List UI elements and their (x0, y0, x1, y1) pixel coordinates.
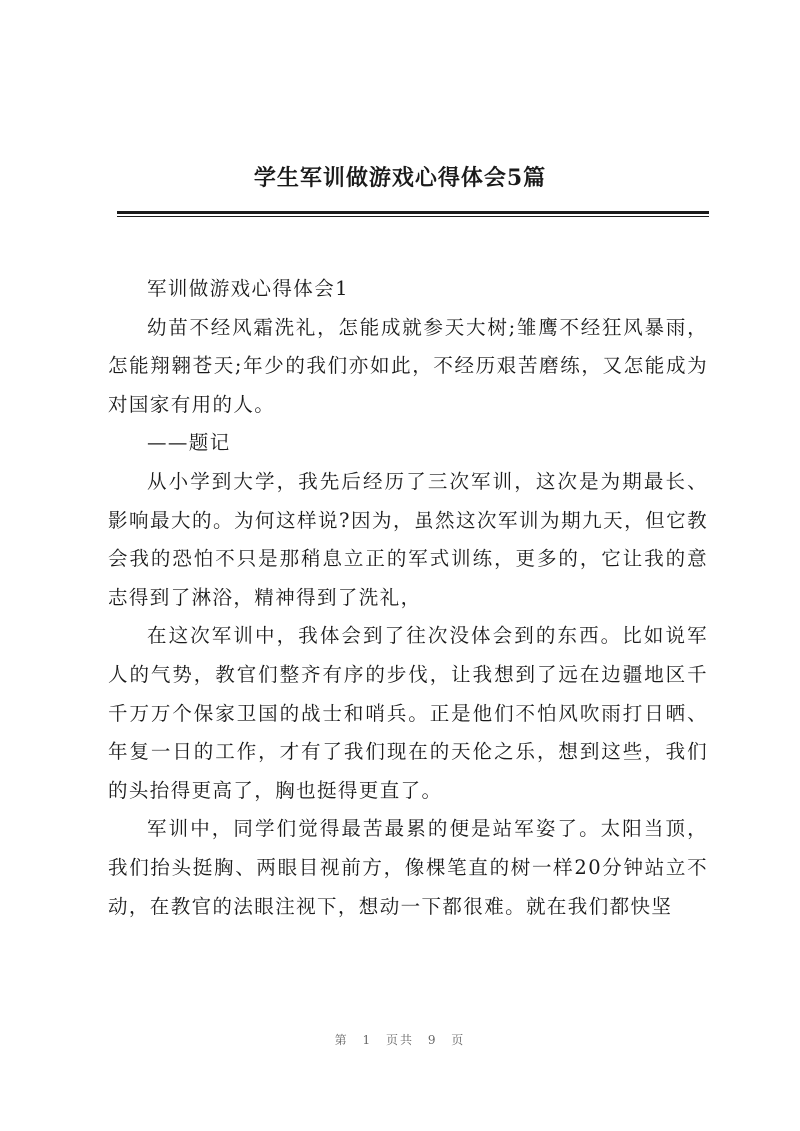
section-heading: 军训做游戏心得体会1 (147, 277, 349, 300)
title-divider-thin (117, 216, 709, 217)
document-title: 学生军训做游戏心得体会5篇 (253, 165, 547, 191)
paragraph: 幼苗不经风霜洗礼，怎能成就参天大树;雏鹰不经狂风暴雨，怎能翔翱苍天;年少的我们亦如此，不经历艰苦磨练，又怎能成为对国家有用的人。 (108, 315, 708, 416)
title-divider-thick (117, 211, 709, 214)
footer-middle: 页共 (385, 1033, 414, 1047)
page-footer (0, 1031, 800, 1048)
current-page-number: 1 (362, 1033, 373, 1047)
footer-suffix: 页 (451, 1033, 466, 1047)
footer-prefix: 第 (334, 1033, 349, 1047)
total-pages-number: 9 (427, 1033, 438, 1047)
paragraph: 从小学到大学，我先后经历了三次军训，这次是为期最长、影响最大的。为何这样说?因为，虽然这次军训为期九天，但它教会我的恐怕不只是那稍息立正的军式训练，更多的，它让我的意志得到了淋浴，精神得到了洗礼， (108, 469, 708, 609)
epigraph-attribution: ——题记 (147, 431, 231, 455)
paragraph: 军训中，同学们觉得最苦最累的便是站军姿了。太阳当顶，我们抬头挺胸、两眼目视前方，像棵笔直的树一样20分钟站立不动，在教官的法眼注视下，想动一下都很难。就在我们都快坚 (108, 817, 708, 918)
document-body (108, 270, 708, 926)
paragraph: 在这次军训中，我体会到了往次没体会到的东西。比如说军人的气势，教官们整齐有序的步伐，让我想到了远在边疆地区千千万万个保家卫国的战士和哨兵。正是他们不怕风吹雨打日晒、年复一日的工作，才有了我们现在的天伦之乐，想到这些，我们的头抬得更高了，胸也挺得更直了。 (108, 624, 708, 802)
